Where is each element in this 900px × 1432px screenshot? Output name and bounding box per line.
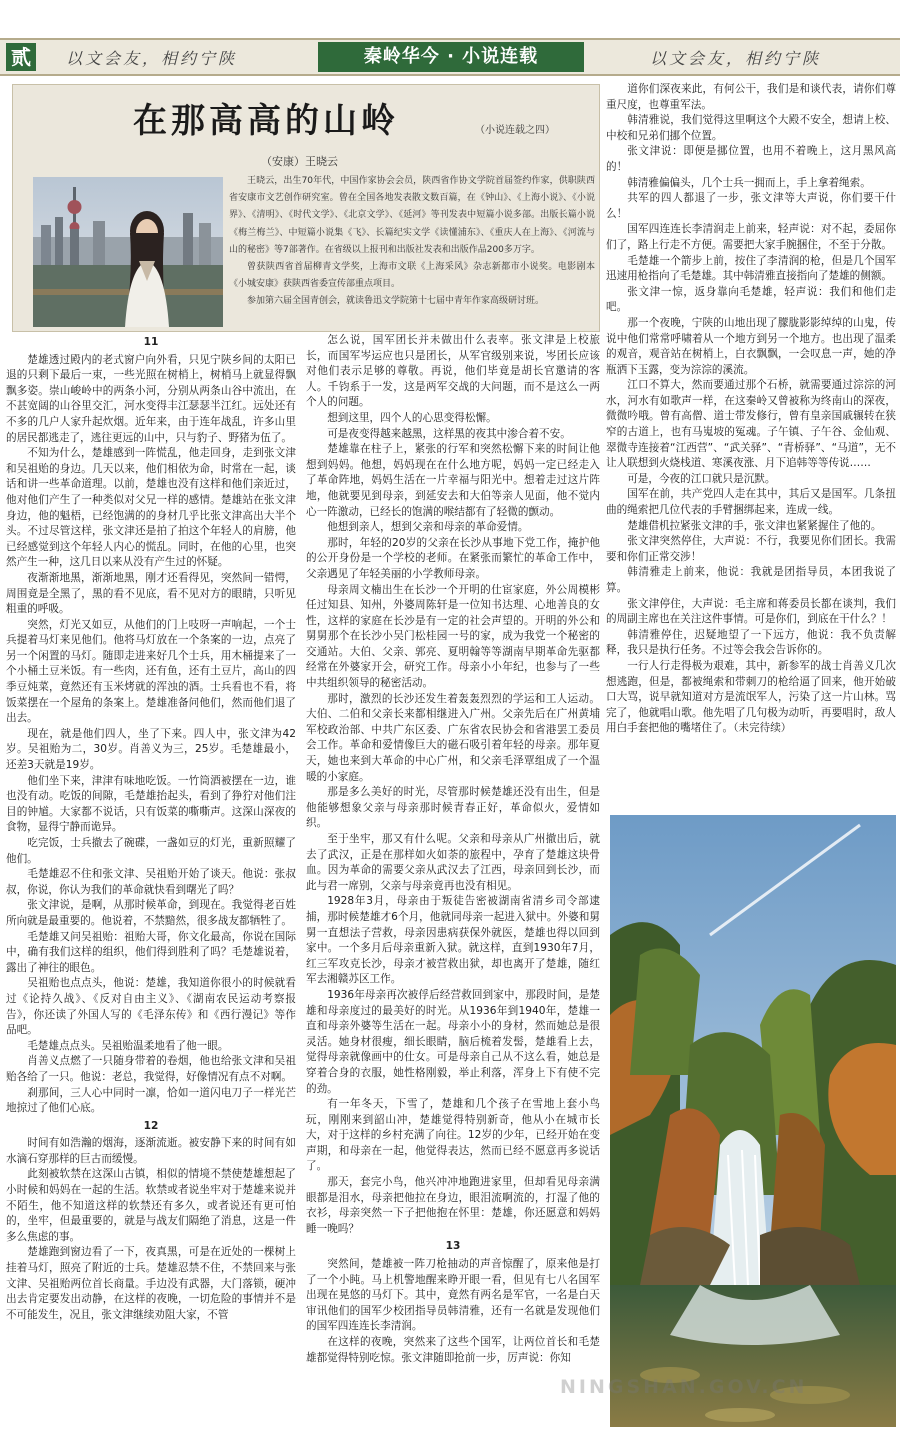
story-paragraph: 有一年冬天，下雪了，楚雄和几个孩子在雪地上套小鸟玩，刚刚来到韶山冲，楚雄觉得特别新奇，他从小在城市长大，对于这样的乡村充满了向往。12岁的少年，已经开始在变声期，和母亲在一起，他觉得表达，然而已经不愿意再多说话了。: [306, 1098, 600, 1173]
story-paragraph: 江口不算大，然而要通过那个石桥，就需要通过淙淙的河水，河水有如歌声一样，在这秦岭又曾被称为终南山的深夜，微微吟哦。曾有高僧、道士带发修行，曾有皇亲国戚辗转在狭窄的古道上，也有马嵬坡的冤魂。子午镇、子午谷、金仙观、翠微寺连接着“江西营”、“武关驿”、“青桥驿”、“马道”，无不让人联想到火烧栈道、寒溪夜涨、月下追韩等等传说……: [606, 379, 896, 470]
story-paragraph: 楚雄跑到窗边看了一下，夜真黑，可是在近处的一棵树上挂着马灯，照亮了附近的士兵。楚雄忍禁不住，不禁回来与张文津、吴祖贻两位首长商量。手边没有武器，大门落锁，硬冲出去肯定要发出动静，在这样的夜晚，一切危险的事情并不是不可能发生，况且，张文津继续劝阻大家，不管: [6, 1246, 296, 1321]
story-paragraph: 楚雄借机拉紧张文津的手，张文津也紧紧握住了他的。: [627, 519, 882, 532]
story-paragraph: 那一个夜晚，宁陕的山地出现了朦胧影影绰绰的山鬼，传说中他们常常呼啸着从一个地方到另一个地方。也出现了温柔的观音，观音站在树梢上，白衣飘飘，一会叹息一声，她的净瓶洒下玉露，变为淙淙的溪流。: [606, 316, 896, 376]
story-paragraph: 张文津停住，大声说：毛主席和蒋委员长都在谈判，我们的周副主席也在关注这件事情。可是你们，到底在干什么？！: [606, 597, 896, 626]
story-paragraph: 想到这里，四个人的心思变得松懈。: [327, 411, 497, 424]
story-paragraph: 毛楚雄又问吴祖贻：祖贻大哥，你文化最高，你说在国际中，确有我们这样的组织，他们得到胜利了吗？毛楚雄说着，露出了神往的眼色。: [6, 930, 296, 974]
story-paragraph: 母亲周文楠出生在长沙一个开明的仕宦家庭，外公周模彬任过知县、知州，外婆周陈轩是一位知书达理、心地善良的女性，这样的家庭在长沙是有一定的社会声望的。开明的外公和舅舅那个在长沙小吴门松桂园一号的家，成为我党一个秘密的交通站。大伯、父亲、郭亮、夏明翰等等湖南早期革命先驱都经常在外婆家开会，研究工作。母亲小小年纪，也参与了一些中共组织领导的秘密活动。: [306, 583, 600, 690]
section-banner: 秦岭华今 · 小说连载: [318, 42, 584, 72]
story-paragraph: 楚雄靠在柱子上，紧张的行军和突然松懈下来的时间让他想到妈妈。他想，妈妈现在在什么地方呢，妈妈一定已经走入了革命阵地，妈妈生活在一片幸福与阳光中。想着走过这片阵地，他就要见到母亲，到延安去和大伯等亲人见面，他不觉内心一阵激动，已经长的饱满的喉结都有了轻微的颤动。: [306, 443, 600, 518]
story-paragraph: 至于坐牢，那又有什么呢。父亲和母亲从广州撤出后，就去了武汉，正是在那样如火如荼的旅程中，孕育了楚雄这块骨血。因为革命的需要父亲从武汉去了江西，母亲回到长沙，而此与君一席别，父亲与母亲竟再也没有相见。: [306, 833, 600, 892]
story-paragraph: 在这样的夜晚，突然来了这些个国军，让两位首长和毛楚雄都觉得特别吃惊。张文津随即抢前一步，厉声说：你知: [306, 1336, 600, 1364]
story-paragraph: 韩清雅偏偏头，几个士兵一拥而上，手上拿着绳索。: [627, 176, 871, 189]
bio-paragraph: 参加第六届全国青创会，就读鲁迅文学院第十七届中青年作家高级研讨班。: [247, 296, 545, 307]
story-paragraph: 那时，激烈的长沙还发生着轰轰烈烈的学运和工人运动。大伯、二伯和父亲长来都相继进入广州。父亲先后在广州黄埔军校政治部、中共广东区委、广东省农民协会和省港罢工委员会工作。革命和爱情像巨大的磁石吸引着年轻的母亲。那年夏天，她也来到大革命的中心广州，和父亲毛泽覃组成了一个温暖的小家庭。: [306, 692, 600, 783]
story-paragraph: 毛楚雄一个箭步上前，按住了李清润的枪，但是几个国军迅速用枪指向了毛楚雄。其中韩清雅直接指向了楚雄的侧额。: [606, 254, 896, 283]
story-paragraph: 共军的四人都退了一步，张文津等大声说，你们要干什么！: [606, 192, 896, 220]
slogan-right: 以文会友，相约宁陕: [650, 49, 822, 68]
story-paragraph: 时间有如浩瀚的烟海，逐渐流逝。被安静下来的时间有如水滴石穿那样的巨古而缓慢。: [6, 1137, 296, 1165]
author-photo: [33, 177, 223, 327]
title-box: [12, 84, 600, 332]
story-paragraph: 张文津说：即便是挪位置，也用不着晚上，这月黑风高的！: [606, 145, 896, 173]
story-paragraph: 突然间，楚雄被一阵刀枪抽动的声音惊醒了，原来他是打了一个小盹。马上机警地醒来睁开眼一看，但见有七八名国军出现在晃悠的马灯下。其中，竟然有两名是军官，一名是白天审讯他们的国军少校团指导员韩清雅，还有一名就是发现他们的国军四连连长李清润。: [306, 1258, 600, 1333]
site-watermark: NINGSHAN.GOV.CN: [560, 1376, 808, 1398]
chapter-number: 13: [445, 1240, 461, 1253]
story-paragraph: 楚雄透过殿内的老式窗户向外看，只见宁陕乡间的太阳已退的只剩下最后一束，一些光照在树梢上，树梢马上就显得飘飘多姿。崇山峻岭中的两条小河，分别从两条山谷中流出，在不甚宽阔的山谷里交汇，河水变得丰江瑟瑟半江红。远处还有不多的几户人家升起炊烟。近年来，由于连年战乱，许多山里的居民都逃走了，逃往更远的山中，只与豹子、野猪为伍了。: [6, 353, 296, 444]
story-paragraph: 不知为什么，楚雄感到一阵慌乱，他走回身，走到张文津和吴祖贻的身边。几天以来，他们相依为命，时常在一起，谈话和讲一些革命道理。以前，楚雄也没有这样和他们亲近过，他对他们产生了一种类似对父兄一样的感情。楚雄站在张文津身边，他的魁梧，已经饱满的的身材几乎比张文津高出大半个头。不过尽管这样，张文津还是拍了拍这个年轻人的肩膀，他已经感觉到这个年轻人内心的慌乱。同时，在他的心里，也突然产生一种，这几日以来从没有产生过的怀疑。: [6, 447, 296, 569]
story-paragraph: 道你们深夜来此，有何公干，我们是和谈代表，请你们尊重尺度，也尊重军法。: [606, 83, 896, 111]
story-paragraph: 国军在前，共产党四人走在其中，其后又是国军。几条扭曲的绳索把几位代表的手臂捆绑起来，连成一线。: [606, 488, 896, 517]
page-header: [0, 38, 900, 76]
story-paragraph: 他想到亲人，想到父亲和母亲的革命爱情。: [327, 521, 529, 534]
story-paragraph: 怎么说，国军团长并未做出什么表率。张文津是上校旅长，而国军岑运应也只是团长，从军官级别来说，岑团长应该对他们表示足够的尊敬。再说，他们毕竟是胡长官邀请的客人。千钧系于一发，这是两军交战的大问题，而不是这么一两个人的问题。: [306, 334, 600, 409]
article-subtitle: （小说连载之四）: [475, 125, 555, 136]
story-paragraph: 那天，套完小鸟，他兴冲冲地跑进家里，但却看见母亲满眼都是泪水，母亲把他拉在身边，眼泪流啊流的，打湿了他的衣衫，母亲突然一下子把他抱在怀里：楚雄，你还愿意和妈妈睡一晚吗？: [306, 1176, 600, 1235]
story-paragraph: 吴祖贻也点点头，他说：楚雄，我知道你很小的时候就看过《论持久战》、《反对自由主义》、《湖南农民运动考察报告》，你还读了外国人写的《毛泽东传》和《西行漫记》等作品吧。: [6, 977, 296, 1037]
story-paragraph: 可是，今夜的江口就只是沉默。: [627, 472, 776, 485]
story-paragraph: 毛楚雄点点头。吴祖贻温柔地看了他一眼。: [27, 1039, 229, 1052]
story-paragraph: 此刻被软禁在这深山古镇，相似的情境不禁使楚雄想起了小时候和妈妈在一起的生活。软禁或者说坐牢对于楚雄来说并不陌生，他不知道这样的软禁还有多久，或者说还有更可怕的，坐牢，但最重要的，就是与战友们隔绝了消息，这是一件多么焦虑的事。: [6, 1168, 296, 1243]
author-photo-illustration: [33, 177, 223, 327]
story-paragraph: 刹那间，三人心中同时一凛，恰如一道闪电刀子一样光芒地掠过了他们心底。: [6, 1086, 296, 1115]
story-column-1: [6, 333, 296, 1425]
waterfall-illustration: [610, 815, 896, 1427]
chapter-number: 12: [143, 1119, 159, 1132]
story-paragraph: 国军四连连长李清润走上前来，轻声说：对不起，委屈你们了，路上行走不方便。需要把大家手腕捆住，不至于分散。: [606, 223, 896, 251]
story-paragraph: 现在，就是他们四人，坐了下来。四人中，张文津为42岁。吴祖贻为二，30岁。肖善义为三，25岁。毛楚雄最小，还差3天就是19岁。: [6, 727, 296, 772]
page-number-badge: 贰: [6, 43, 36, 71]
story-paragraph: 可是夜变得越来越黑，这样黑的夜其中渗合着不安。: [327, 427, 571, 440]
story-column-2: [306, 333, 600, 1425]
bio-paragraph: 王晓云，出生70年代，中国作家协会会员，陕西省作协文学院首届签约作家，供职陕西省安康市文艺创作研究室。曾在全国各地发表散文数百篇，在《钟山》、《上海小说》、《小说界》、《清明》、《时代文学》、《北京文学》、《延河》等刊发表中短篇小说多部。出版长篇小说《梅兰梅兰》、中短篇小说集《飞》、长篇纪实文学《读懂浦东》、《重庆人在上海》、《河流与山的秘密》等7部著作。在省级以上报刊和出版社发表和出版作品200多万字。: [229, 176, 595, 255]
story-column-3: [606, 82, 896, 808]
story-paragraph: 毛楚雄忍不住和张文津、吴祖贻开始了谈天。他说：张叔叔，你说，你认为我们的革命就快看到曙光了吗？: [6, 868, 296, 896]
story-paragraph: 张文津说，是啊，从那时候革命，到现在。我觉得老百姓所向就是最重要的。他说着，不禁黯然，很多战友都牺牲了。: [6, 899, 296, 927]
story-paragraph: 那是多么美好的时光，尽管那时候楚雄还没有出生，但是他能够想象父亲与母亲那时候青春正好，革命似火，爱情如织。: [306, 786, 600, 830]
story-paragraph: 张文津突然停住，大声说：不行，我要见你们团长。我需要和你们正常交涉！: [606, 535, 896, 563]
story-paragraph: 吃完饭，士兵撤去了碗碟，一盏如豆的灯光，重新照耀了他们。: [6, 837, 296, 865]
story-paragraph: 张文津一惊，返身靠向毛楚雄，轻声说：我们和他们走吧。: [606, 285, 896, 314]
waterfall-photo: [610, 815, 896, 1427]
story-paragraph: 1928年3月，母亲由于叛徒告密被湖南省清乡司令部逮捕，那时候楚雄才6个月，他就同母亲一起进入狱中。外婆和舅舅一直想法子营救，母亲因患病获保外就医，楚雄也得以回到家中。一个多月后母亲重新入狱。就这样，直到1930年7月，红三军攻克长沙，母亲才被营救出狱，却也离开了楚雄，随红军去湘赣苏区工作。: [306, 895, 600, 986]
article-author: （安康）王晓云: [261, 155, 338, 168]
story-paragraph: 一行人行走得极为艰难，其中，新参军的战士肖善义几次想逃跑，但是，都被绳索和带刺刀的枪给逼了回来，他开始破口大骂，说早就知道对方是流氓军人，污染了这一片山林。骂完了，他就唱山歌。他先唱了几句极为动听，再要唱时，敌人用白手套把他的嘴堵住了。（未完待续）: [606, 659, 896, 735]
article-title: 在那高高的山岭: [133, 101, 399, 141]
story-paragraph: 1936年母亲再次被俘后经营救回到家中，那段时间，是楚雄和母亲度过的最美好的时光。从1936年到1940年，楚雄一直和母亲外婆等生活在一起。母亲小小的身材，然而她总是很灵活。她身材很瘦，细长眼睛，脑后梳着发髻，楚雄看上去，觉得母亲就像画中的仕女。可是母亲自己从不这么看，她总是穿着合身的衣服，她性格刚毅，举止利落，浑身上下有使不完的劲。: [306, 988, 600, 1095]
story-paragraph: 韩清雅停住，迟疑地望了一下远方，他说：我不负责解释，我只是执行任务。不过等会我会告诉你的。: [606, 628, 896, 657]
story-paragraph: 突然，灯光又如豆，从他们的门上吱呀一声响起，一个士兵提着马灯来见他们。他将马灯放在一个条案的一边，点亮了另一个闲置的马灯。随即走进来好几个士兵，用木桶提来了一个小桶土豆米饭。有一些肉，还有鱼，还有土豆片，高山的四季豆炖菜，竟然还有玉米烤就的浑浊的酒。士兵看也不看，将饭菜摆在一个屋角的条案上。楚雄准备问他们，然而他们退了出去。: [6, 618, 296, 725]
slogan-left: 以文会友，相约宁陕: [66, 49, 238, 68]
story-paragraph: 韩清雅走上前来，他说：我就是团指导员，本团我说了算。: [606, 566, 896, 594]
story-paragraph: 他们坐下来，津津有味地吃饭。一竹筒酒被摆在一边，谁也没有动。吃饭的间隙，毛楚雄抬起头，看到了狰狞对他们注目的钟馗。大家都不说话，只有饭菜的嘶嘶声。这深山深夜的食物，显得宁静而诡异。: [6, 774, 296, 834]
story-paragraph: 肖善义点燃了一只随身带着的卷烟，他也给张文津和吴祖贻各给了一只。他说：老总，我觉得，好像情况有点不对啊。: [6, 1055, 296, 1083]
story-paragraph: 那时，年轻的20岁的父亲在长沙从事地下党工作，掩护他的公开身份是一个学校的老师。在紧张而繁忙的革命工作中，父亲遇见了年轻美丽的小学教师母亲。: [306, 536, 600, 580]
story-paragraph: 夜渐渐地黑，渐渐地黑，刚才还看得见，突然间一错愕，周围竟是全黑了，黑的看不见底，看不见对方的眼睛，只听见粗重的呼吸。: [6, 571, 296, 616]
story-paragraph: 韩清雅说，我们觉得这里啊这个大殿不安全，想请上校、中校和兄弟们挪个位置。: [606, 114, 896, 142]
chapter-number: 11: [143, 336, 159, 348]
bio-paragraph: 曾获陕西省首届柳青文学奖，上海市文联《上海采风》杂志新都市小说奖。电影剧本《小城安康》获陕西省委宣传部重点项目。: [229, 262, 595, 290]
author-bio: [229, 173, 595, 311]
